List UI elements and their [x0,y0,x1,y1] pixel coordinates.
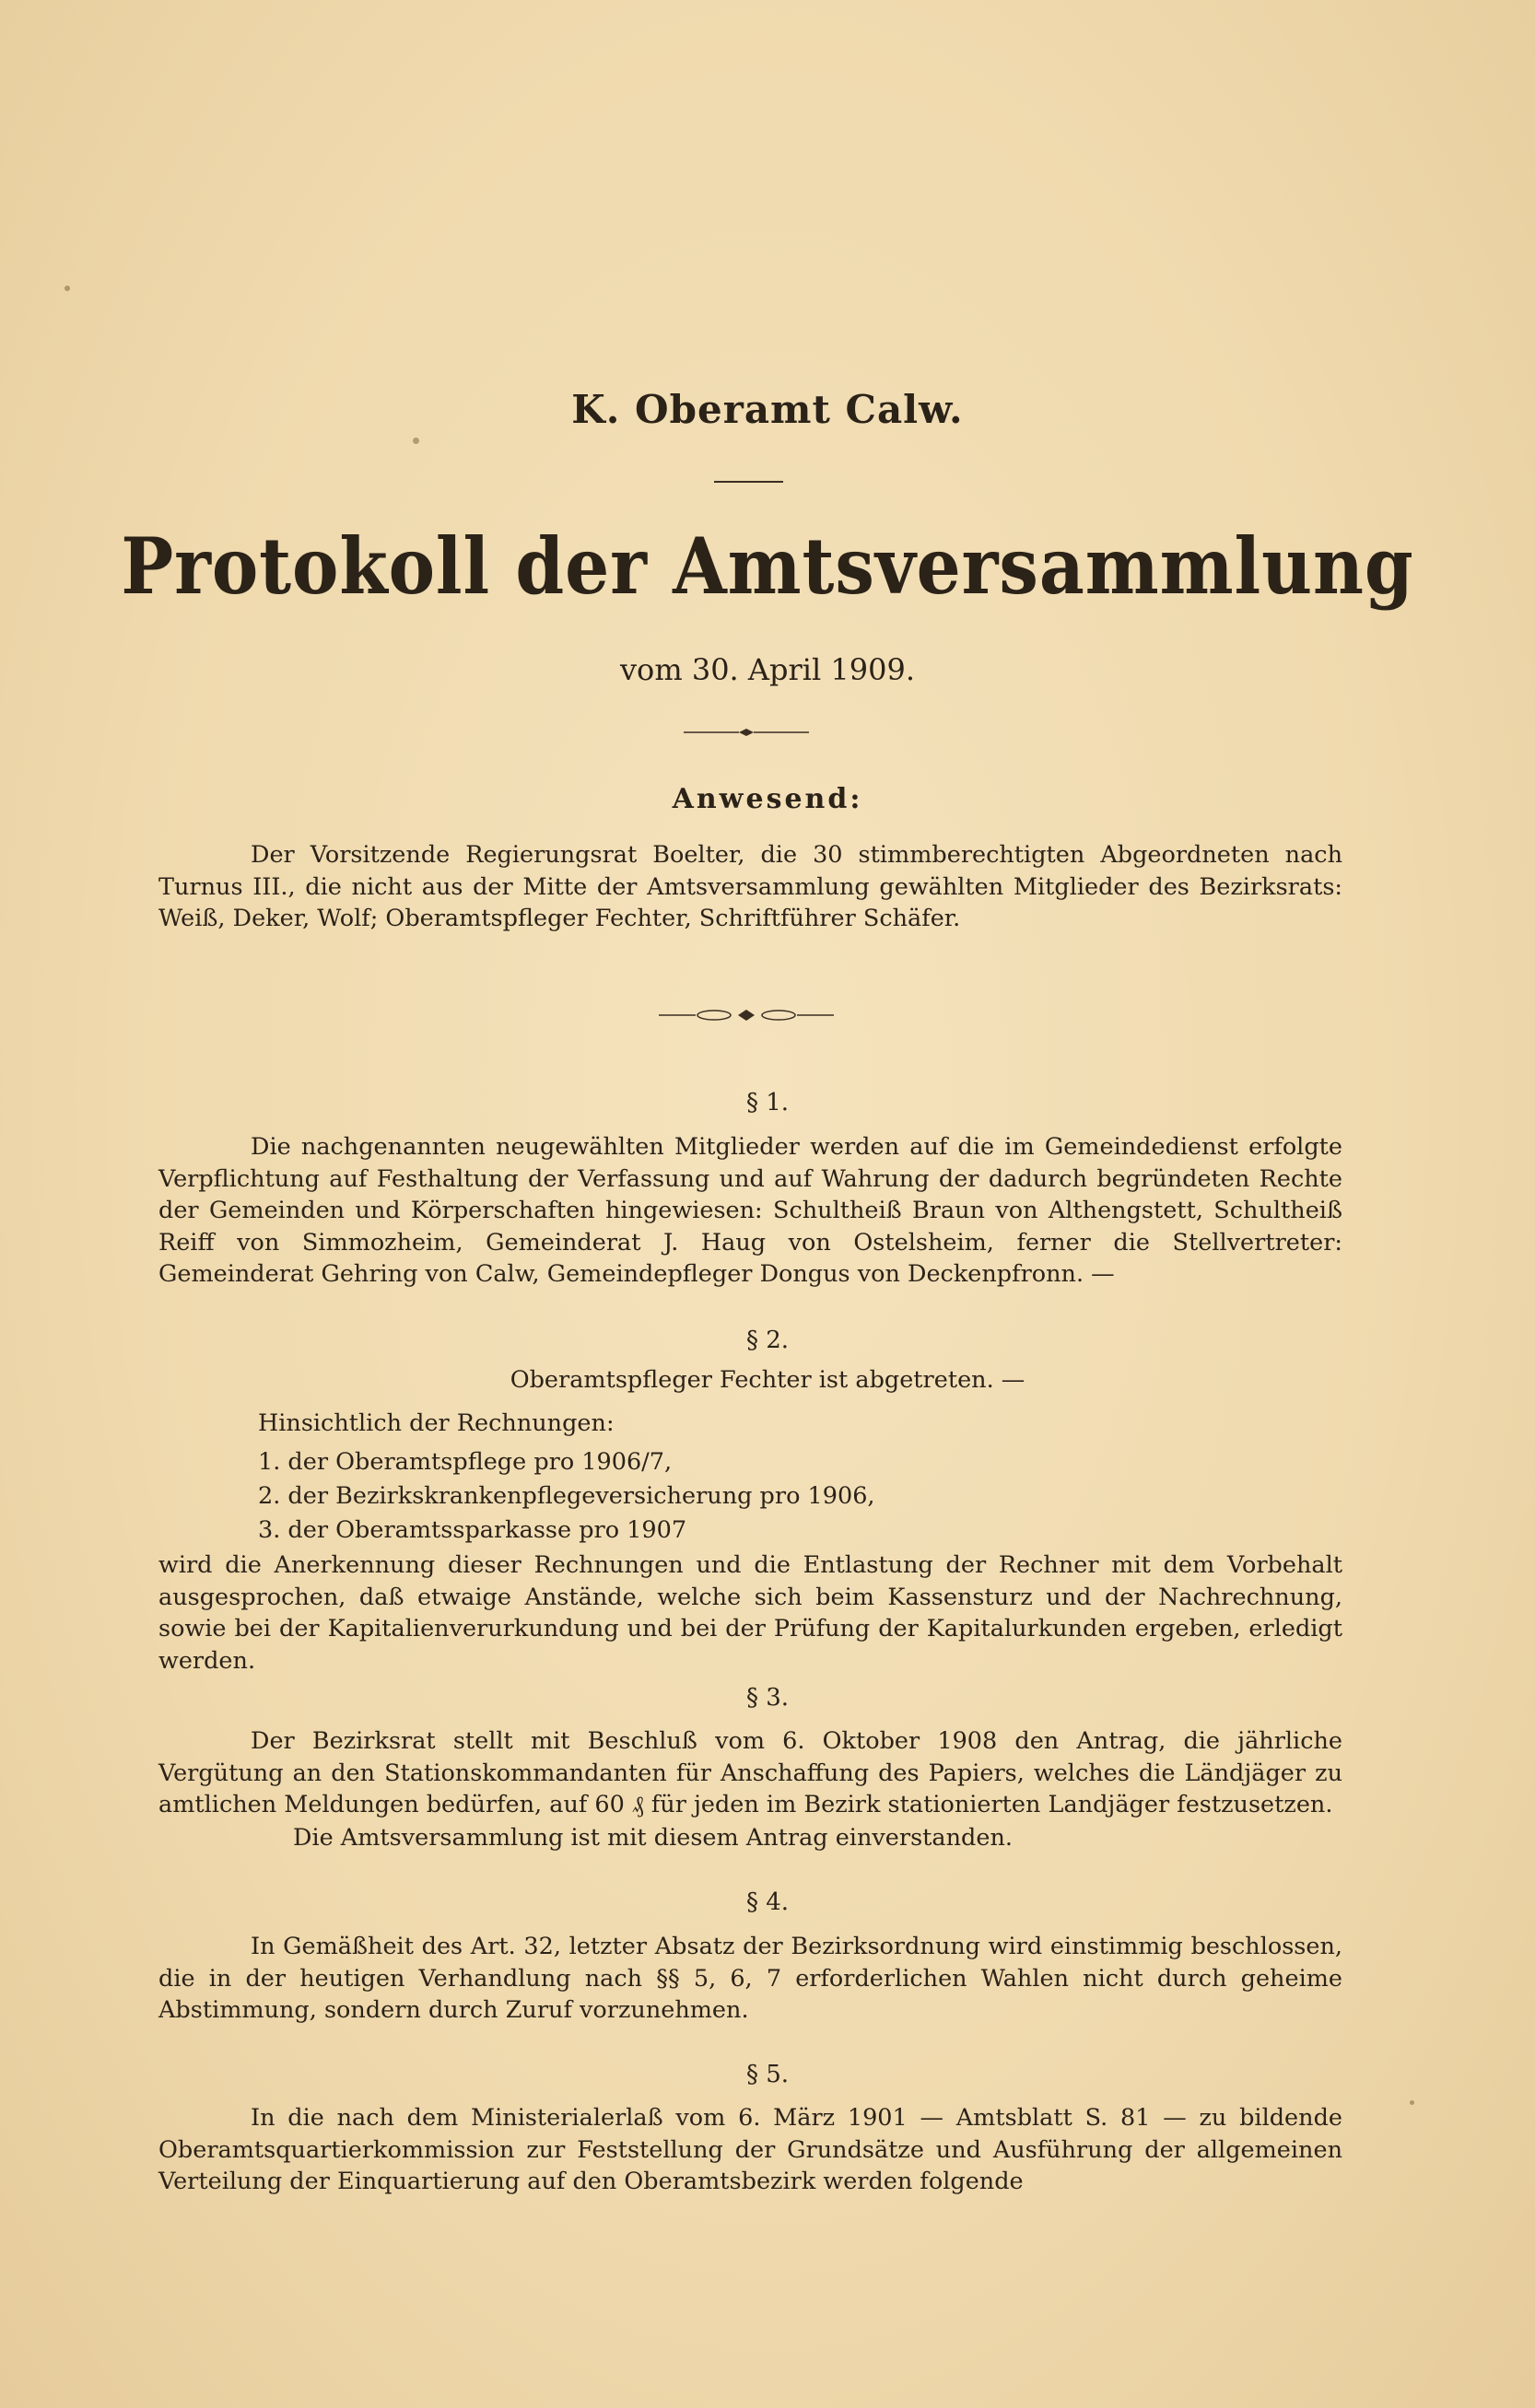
document-title: Protokoll der Amtsversammlung [121,520,1414,612]
paper-spot [64,286,70,291]
ornament-divider [682,723,811,742]
section-2-item: 3. der Oberamtssparkasse pro 1907 [258,1516,687,1544]
section-2-line1: Oberamtspfleger Fechter ist abgetreten. — [510,1366,1025,1394]
present-heading: Anwesend: [672,783,863,815]
section-2-line2: Hinsichtlich der Rechnungen: [258,1409,615,1437]
section-2-item: 1. der Oberamtspflege pro 1906/7, [258,1448,673,1476]
ornament-divider [659,1004,834,1026]
section-2-item: 2. der Bezirkskrankenpflegeversicherung pro 1906, [258,1482,875,1510]
section-1-heading: § 1. [745,1089,790,1116]
header-rule [714,481,783,483]
section-3-decision: Die Amtsversammlung ist mit diesem Antrag einverstanden. [293,1824,1013,1852]
section-3-text: Der Bezirksrat stellt mit Beschluß vom 6. Oktober 1908 den Antrag, die jährliche Vergütung an den Stationskommandanten für Anschaffung des Papiers, welches die Ländjäger zu amtlichen Meldungen bedürfen, auf 60 ₰ für jeden im Bezirk stationierten Landjäger festzusetzen. [158,1727,1342,1818]
section-5-text: In die nach dem Ministerialerlaß vom 6. März 1901 — Amtsblatt S. 81 — zu bildende Oberamtsquartierkommission zur Feststellung der Grundsätze und Ausführung der allgemeinen Verteilung der Einquartierung auf den Oberamtsbezirk werden folgende [158,2104,1342,2195]
section-4-heading: § 4. [745,1888,790,1916]
section-4-text: In Gemäßheit des Art. 32, letzter Absatz der Bezirksordnung wird einstimmig beschlossen, die in der heutigen Verhandlung nach §§ 5, 6, 7 erforderlichen Wahlen nicht durch geheime Abstimmung, sondern durch Zuruf vorzunehmen. [158,1933,1342,2024]
office-header: K. Oberamt Calw. [571,387,964,432]
document-date: vom 30. April 1909. [619,652,916,687]
section-1-text: Die nachgenannten neugewählten Mitglieder werden auf die im Gemeindedienst erfolgte Verpflichtung auf Festhaltung der Verfassung und auf Wahrung der dadurch begründeten Rechte der Gemeinden und Körperschaften hingewiesen: Schultheiß Braun von Althengstett, Schultheiß Reiff von Simmozheim, Gemeinderat J. Haug von Ostelsheim, ferner die Stellvertreter: Gemeinderat Gehring von Calw, Gemeindepfleger Dongus von Deckenpfronn. — [158,1133,1342,1288]
present-text: Der Vorsitzende Regierungsrat Boelter, die 30 stimmberechtigten Abgeordneten nach Turnus III., die nicht aus der Mitte der Amtsversammlung gewählten Mitglieder des Bezirksrats: Weiß, Deker, Wolf; Oberamtspfleger Fechter, Schriftführer Schäfer. [158,841,1342,932]
section-3-heading: § 3. [745,1684,790,1712]
section-2-heading: § 2. [745,1327,790,1354]
section-2-text: wird die Anerkennung dieser Rechnungen und die Entlastung der Rechner mit dem Vorbehalt ausgesprochen, daß etwaige Anstände, welche sich beim Kassensturz und der Nachrechnung, sowie bei der Kapitalienverurkundung und bei der Prüfung der Kapitalurkunden ergeben, erledigt werden. [158,1551,1342,1675]
paper-spot [413,438,419,444]
section-5-heading: § 5. [745,2061,790,2088]
paper-spot [1410,2100,1414,2105]
